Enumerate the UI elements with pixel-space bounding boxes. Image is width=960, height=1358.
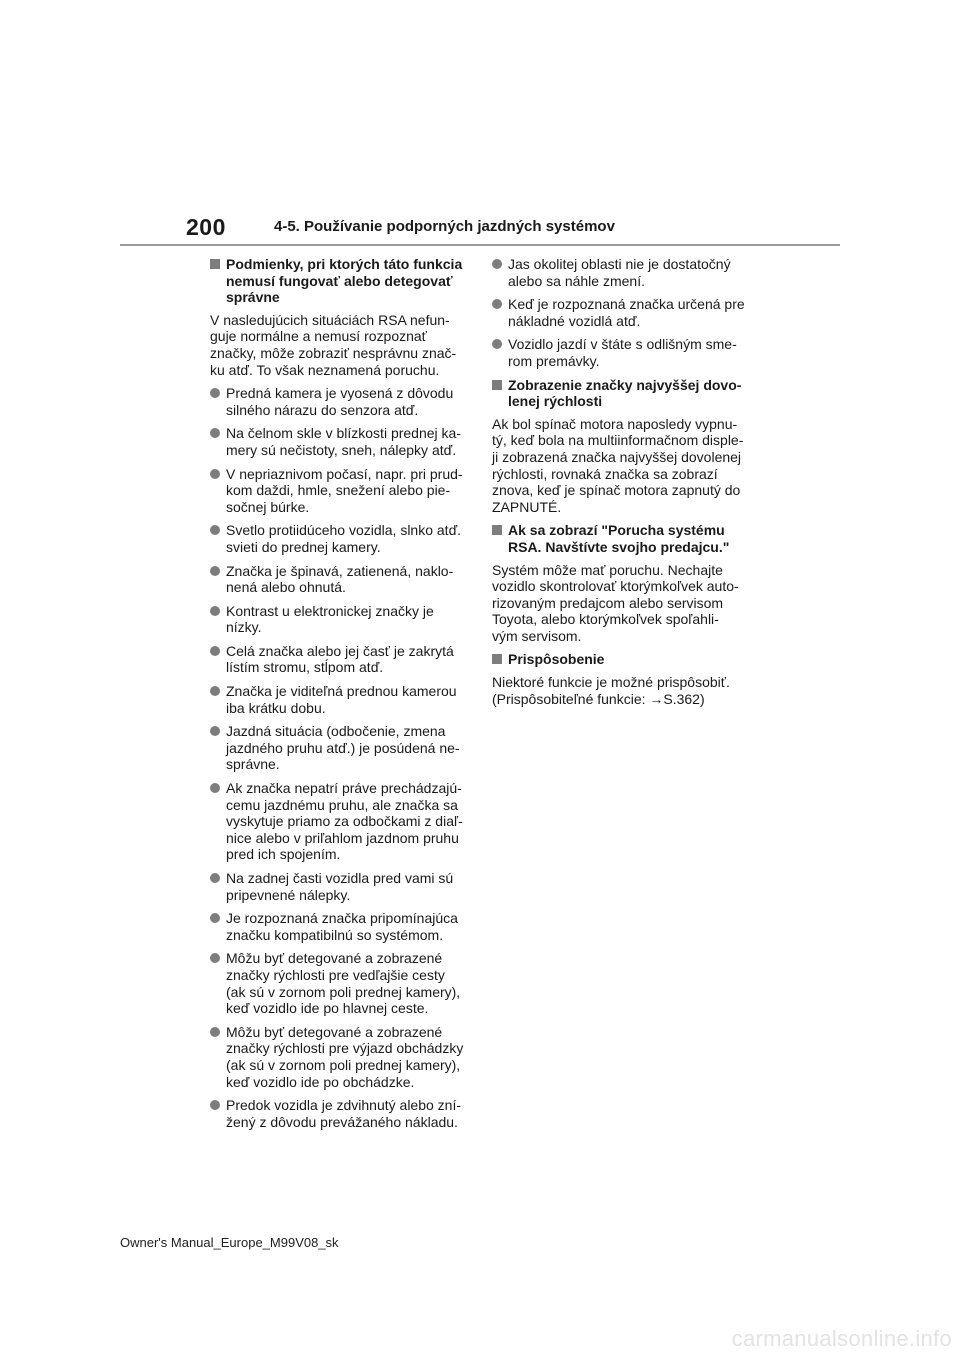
bullet-text: Značka je viditeľná prednou kamerou iba krátku dobu. bbox=[226, 683, 457, 716]
malfunction-text: Systém môže mať poruchu. Nechajte vozidlo skontrolovať ktorýmkoľvek auto- rizovaným predajcom alebo servisom Toyota, alebo ktorýmkoľvek spoľahli- vým servisom. bbox=[492, 561, 739, 644]
malfunction-heading bbox=[492, 522, 748, 555]
square-bullet-icon bbox=[210, 259, 220, 269]
square-bullet-icon bbox=[492, 380, 502, 390]
customization-heading bbox=[492, 651, 748, 668]
bullet-text: Jas okolitej oblasti nie je dostatočný alebo sa náhle zmení. bbox=[508, 256, 731, 289]
bullet-item bbox=[492, 256, 748, 289]
bullet-text: Celá značka alebo jej časť je zakrytá lístím stromu, stĺpom atď. bbox=[226, 642, 454, 676]
round-bullet-icon bbox=[210, 606, 220, 616]
round-bullet-icon bbox=[210, 525, 220, 535]
bullet-text: Značka je špinavá, zatienená, naklo- nená alebo ohnutá. bbox=[226, 562, 454, 596]
bullet-item bbox=[210, 563, 466, 596]
watermark: carmanualsonline.info bbox=[731, 1326, 952, 1351]
bullet-text: Keď je rozpoznaná značka určená pre nákladné vozidlá atď. bbox=[508, 296, 745, 329]
round-bullet-icon bbox=[210, 469, 220, 479]
bullet-item bbox=[210, 723, 466, 773]
bullet-text: V nepriaznivom počasí, napr. pri prud- kom daždi, hmle, snežení alebo pie- sočnej búrke. bbox=[226, 465, 463, 515]
round-bullet-icon bbox=[210, 726, 220, 736]
bullet-item bbox=[210, 385, 466, 418]
bullet-text: Svetlo protiidúceho vozidla, slnko atď. svieti do prednej kamery. bbox=[226, 522, 462, 555]
round-bullet-icon bbox=[210, 953, 220, 963]
round-bullet-icon bbox=[492, 259, 502, 269]
bullet-text: Môžu byť detegované a zobrazené značky rýchlosti pre vedľajšie cesty (ak sú v zornom poli prednej kamery), keď vozidlo ide po hlavnej ceste. bbox=[226, 950, 461, 1017]
conditions-bullet-list-continued bbox=[492, 256, 748, 370]
header-divider bbox=[120, 244, 840, 246]
bullet-text: Predok vozidla je zdvihnutý alebo zní- žený z dôvodu prevážaného nákladu. bbox=[226, 1097, 462, 1130]
bullet-text: Na čelnom skle v blízkosti prednej ka- mery sú nečistoty, sneh, nálepky atď. bbox=[226, 425, 461, 458]
round-bullet-icon bbox=[492, 299, 502, 309]
bullet-item bbox=[210, 870, 466, 903]
bullet-item bbox=[210, 466, 466, 516]
bullet-item bbox=[492, 336, 748, 369]
bullet-text: Jazdná situácia (odbočenie, zmena jazdného pruhu atď.) je posúdená ne- správne. bbox=[226, 723, 460, 773]
bullet-item bbox=[492, 296, 748, 329]
customization-heading-text: Prispôsobenie bbox=[508, 651, 605, 668]
round-bullet-icon bbox=[210, 783, 220, 793]
round-bullet-icon bbox=[210, 566, 220, 576]
right-column bbox=[492, 256, 748, 714]
footer-manual-name: Owner's Manual_Europe_M99V08_sk bbox=[120, 1235, 339, 1250]
conditions-heading bbox=[210, 256, 466, 306]
round-bullet-icon bbox=[210, 428, 220, 438]
bullet-text: Je rozpoznaná značka pripomínajúca značku kompatibilnú so systémom. bbox=[226, 910, 458, 943]
bullet-item bbox=[210, 603, 466, 636]
speed-sign-display-heading bbox=[492, 377, 748, 410]
bullet-item bbox=[210, 1024, 466, 1090]
conditions-heading-text: Podmienky, pri ktorých táto funkcia nemusí fungovať alebo detegovať správne bbox=[226, 256, 463, 306]
bullet-text: Na zadnej časti vozidla pred vami sú pripevnené nálepky. bbox=[226, 870, 454, 903]
bullet-item bbox=[210, 425, 466, 458]
bullet-text: Vozidlo jazdí v štáte s odlišným sme- rom premávky. bbox=[508, 336, 737, 369]
bullet-item bbox=[210, 950, 466, 1016]
bullet-text: Predná kamera je vyosená z dôvodu silného nárazu do senzora atď. bbox=[226, 385, 454, 418]
round-bullet-icon bbox=[210, 913, 220, 923]
conditions-intro: V nasledujúcich situáciách RSA nefun- guje normálne a nemusí rozpoznať značky, môže zobraziť nesprávnu znač- ku atď. To však neznamená poruchu. bbox=[210, 311, 457, 378]
conditions-bullet-list bbox=[210, 385, 466, 1130]
bullet-item bbox=[210, 910, 466, 943]
square-bullet-icon bbox=[492, 654, 502, 664]
bullet-item bbox=[210, 643, 466, 676]
malfunction-heading-text: Ak sa zobrazí "Porucha systému RSA. Navštívte svojho predajcu." bbox=[508, 522, 730, 555]
left-column bbox=[210, 256, 466, 1137]
bullet-text: Kontrast u elektronickej značky je nízky. bbox=[226, 602, 434, 636]
bullet-text: Ak značka nepatrí práve prechádzajú- cemu jazdnému pruhu, ale značka sa vyskytuje priamo za odbočkami z diaľ- nice alebo v priľahlom jazdnom pruhu pred ich spojením. bbox=[226, 780, 463, 863]
customization-text: Niektoré funkcie je možné prispôsobiť. (Prispôsobiteľné funkcie: →S.362) bbox=[492, 674, 730, 707]
round-bullet-icon bbox=[210, 686, 220, 696]
bullet-text: Môžu byť detegované a zobrazené značky rýchlosti pre výjazd obchádzky (ak sú v zornom poli prednej kamery), keď vozidlo ide po obchádzke. bbox=[226, 1023, 464, 1090]
page-number: 200 bbox=[186, 214, 226, 240]
round-bullet-icon bbox=[210, 388, 220, 398]
bullet-item bbox=[210, 683, 466, 716]
bullet-item bbox=[210, 1097, 466, 1130]
bullet-item bbox=[210, 522, 466, 555]
round-bullet-icon bbox=[492, 339, 502, 349]
round-bullet-icon bbox=[210, 1100, 220, 1110]
bullet-item bbox=[210, 780, 466, 863]
round-bullet-icon bbox=[210, 1027, 220, 1037]
round-bullet-icon bbox=[210, 873, 220, 883]
speed-sign-display-text: Ak bol spínač motora naposledy vypnu- tý, keď bola na multiinformačnom disple- ji zobrazená značka najvyššej dovolenej rýchlosti, rovnaká značka sa zobrazí znova, keď je spínač motora zapnutý do ZAPNUTÉ. bbox=[492, 415, 744, 515]
round-bullet-icon bbox=[210, 646, 220, 656]
section-title: 4-5. Používanie podporných jazdných systémov bbox=[274, 218, 615, 235]
square-bullet-icon bbox=[492, 525, 502, 535]
speed-sign-display-heading-text: Zobrazenie značky najvyššej dovo- lenej rýchlosti bbox=[508, 376, 742, 410]
